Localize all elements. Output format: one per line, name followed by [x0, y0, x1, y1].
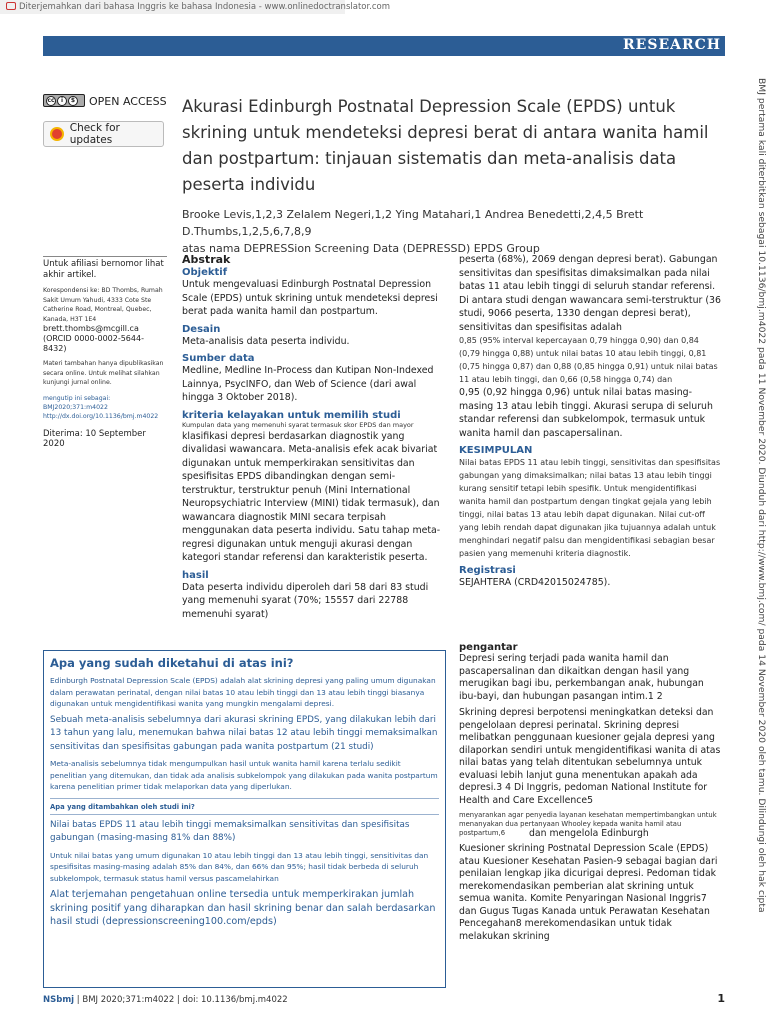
author-group: atas nama DEPRESSion Screening Data (DEPRESSD) EPDS Group: [182, 242, 540, 255]
conclusions-heading: KESIMPULAN: [459, 445, 533, 456]
orcid: (ORCID 0000-0002-5644-8432): [43, 334, 144, 353]
results-end: 0,95 (0,92 hingga 0,96) untuk nilai batas masing-masing 13 atau lebih tinggi. Akurasi serupa di seluruh standar referensi dan subkelompok, termasuk untuk wanita hamil dan pascapersalinan.: [459, 387, 713, 439]
banner-text: Diterjemahkan dari bahasa Inggris ke bahasa Indonesia - www.onlinedoctranslator.com: [19, 2, 391, 12]
by-icon: i: [57, 96, 67, 106]
introduction-heading: pengantar: [459, 642, 518, 653]
section-label: RESEARCH: [623, 37, 721, 53]
known-point-3: Meta-analisis sebelumnya tidak mengumpulkan hasil untuk wanita hamil karena terlalu sedikit penelitian yang ditemukan, dan tidak ada analisis subkelompok yang dilakukan pada wanita postpartum karena penelitian primer tidak melaporkan data yang diperlukan.: [50, 759, 438, 791]
translator-icon: [6, 2, 16, 10]
cc-icon: cc: [47, 96, 55, 104]
eligibility-heading: kriteria kelayakan untuk memilih studi: [182, 409, 401, 421]
vertical-note-text: BMJ pertama kali diterbitkan sebagai 10.1136/bmj.m4022 pada 11 November 2020. Diunduh dari http://www.bmj.com/ pada 14 November 2020 oleh tamu. Dilindungi oleh hak cipta: [756, 78, 767, 913]
intro-paragraph-2: Skrining depresi berpotensi meningkatkan deteksi dan pengelolaan depresi perinatal. Skrining depresi melibatkan penggunaan kuesioner gejala depresi yang dilaporkan sendiri untuk mengidentifikasi wanita di atas nilai batas yang telah ditentukan sebelumnya untuk evaluasi lebih lanjut guna menentukan apakah ada depresi.3 4 Di Inggris, pedoman National Institute for Health and Care Excellence5: [459, 707, 721, 806]
introduction-section: [459, 642, 721, 943]
intro-paragraph-4: Kuesioner skrining Postnatal Depression Scale (EPDS) atau Kuesioner Kesehatan Pasien-9 sebagai bagian dari penilaian lengkap jika dicurigai depresi. Pedoman tidak merekomendasikan pemberian alat skrining untuk semua wanita. Komite Penyaringan Nasional Inggris7 dan Gugus Tugas Kanada untuk Perawatan Kesehatan Pencegahan8 merekomendasikan untuk tidak melakukan skrining: [459, 843, 718, 942]
supplementary-note: Materi tambahan hanya dipublikasikan secara online. Untuk melihat silahkan kunjungi jurnal online.: [43, 360, 164, 386]
open-access-label: OPEN ACCESS: [89, 95, 167, 108]
eligibility-text: klasifikasi depresi berdasarkan diagnostik yang divalidasi wawancara. Meta-analisis efek acak bivariat digunakan untuk memperkirakan sensitivitas dan spesifisitas EPDS dibandingkan dengan semi-terstruktur, terstruktur penuh (Mini International Neuropsychiatric Interview (MINI) tidak termasuk), dan wawancara diagnostik MINI secara terpisah menggunakan data peserta individu. Satu tahap meta-regresi digunakan untuk menguji akurasi dengan kategori standar referensi dan karakteristik peserta.: [182, 430, 441, 563]
article-title: Akurasi Edinburgh Postnatal Depression Scale (EPDS) untuk skrining untuk mendeteksi depresi berat di antara wanita hamil dan postpartum: tinjauan sistematis dan meta-analisis data peserta individu: [182, 97, 709, 194]
article-info-sidebar: [43, 256, 167, 449]
vertical-copyright-note: [757, 78, 767, 938]
conclusions-text: Nilai batas EPDS 11 atau lebih tinggi, sensitivitas dan spesifisitas gabungan yang dimaksimalkan; nilai batas 13 atau lebih tinggi kurang sensitif tetapi lebih spesifik. Untuk mengidentifikasi wanita hamil dan postpartum dengan tingkat gejala yang lebih tinggi, nilai batas 13 atau lebih dapat digunakan. Nilai cut-off yang lebih rendah dapat digunakan jika tujuannya adalah untuk menghindari negatif palsu dan mengidentifikasi sebagian besar pasien yang memenuhi kriteria diagnostik.: [459, 458, 721, 558]
abstract-column-2: [459, 253, 721, 590]
check-for-updates-button[interactable]: [43, 121, 164, 147]
added-point-2: Untuk nilai batas yang umum digunakan 10 atau lebih tinggi dan 13 atau lebih tinggi, sensitivitas dan spesifisitas masing-masing adalah 85% dan 84%, dan 66% dan 95%; hasil tidak berbeda di seluruh subkelompok, termasuk status hamil versus pascamelahirkan: [50, 850, 429, 883]
results-continued: peserta (68%), 2069 dengan depresi berat). Gabungan sensitivitas dan spesifisitas dimaksimalkan pada nilai batas 11 atau lebih tinggi di seluruh standar referensi. Di antara studi dengan wawancara semi-terstruktur (36 studi, 9066 peserta, 1330 dengan depresi berat), sensitivitas dan spesifisitas adalah: [459, 254, 721, 333]
check-updates-label: Check for updates: [69, 122, 120, 146]
objective-text: Untuk mengevaluasi Edinburgh Postnatal Depression Scale (EPDS) untuk skrining untuk mendeteksi depresi berat pada wanita hamil dan postpartum.: [182, 279, 438, 317]
known-point-1: Edinburgh Postnatal Depression Scale (EPDS) adalah alat skrining depresi yang paling umum digunakan dalam perawatan perinatal, dengan nilai batas 10 atau lebih tinggi dan 13 atau lebih tinggi biasanya digunakan untuk mengidentifikasi wanita yang mungkin mengalami depresi.: [50, 676, 436, 708]
affiliation-note: Untuk afiliasi bernomor lihat akhir artikel.: [43, 256, 167, 281]
page-footer: [43, 995, 725, 1005]
added-point-3: Alat terjemahan pengetahuan online tersedia untuk memperkirakan jumlah skrining positif yang diharapkan dan hasil skrining benar dan salah berdasarkan hasil studi (depressionscreening100.com/epds): [50, 889, 436, 927]
known-point-2: Sebuah meta-analisis sebelumnya dari akurasi skrining EPDS, yang dilakukan lebih dari 13 tahun yang lalu, menemukan bahwa nilai batas 12 atau lebih tinggi memaksimalkan sensitivitas dan spesifisitas gabungan pada wanita postpartum (21 studi): [50, 714, 438, 752]
section-header-bar: [43, 36, 725, 56]
author-list: [182, 206, 722, 257]
translation-banner[interactable]: [0, 0, 391, 14]
page-number: 1: [717, 992, 725, 1005]
cite-as[interactable]: mengutip ini sebagai: BMJ2020;371:m4022 http://dx.doi.org/10.1136/bmj.m4022: [43, 394, 159, 420]
abstract-column-1: [182, 253, 444, 621]
journal-brand: NSbmj: [43, 995, 75, 1005]
design-heading: Desain: [182, 323, 221, 335]
what-is-known-box: [43, 650, 446, 988]
correspondence-email[interactable]: brett.thombs@mcgill.ca: [43, 324, 139, 333]
intro-paragraph-1: Depresi sering terjadi pada wanita hamil dan pascapersalinan dan dikaitkan dengan hasil yang merugikan bagi ibu, perkembangan anak, hubungan ibu-bayi, dan hubungan pasangan intim.1 2: [459, 653, 704, 702]
registration-text: SEJAHTERA (CRD42015024785).: [459, 577, 611, 588]
footer-citation: | BMJ 2020;371:m4022 | doi: 10.1136/bmj.m4022: [76, 995, 288, 1005]
crossmark-icon: [50, 127, 64, 141]
correspondence: Korespondensi ke: BD Thombs, Rumah Sakit Umum Yahudi, 4333 Cote Ste Catherine Road, Montreal, Quebec, Kanada, H3T 1E4: [43, 287, 163, 323]
objective-heading: Objektif: [182, 267, 228, 278]
results-heading: hasil: [182, 569, 209, 581]
abstract-heading: Abstrak: [182, 253, 231, 266]
received-date: Diterima: 10 September 2020: [43, 428, 146, 449]
data-sources-text: Medline, Medline In-Process dan Kutipan Non-Indexed Lainnya, PsycINFO, dan Web of Science (dari awal hingga 3 Oktober 2018).: [182, 365, 434, 403]
results-text: Data peserta individu diperoleh dari 58 dari 83 studi yang memenuhi syarat (70%; 15557 dari 22788 memenuhi syarat): [182, 581, 429, 620]
added-heading: Apa yang ditambahkan oleh studi ini?: [50, 802, 195, 811]
creative-commons-icon: [43, 94, 85, 107]
intro-paragraph-3-tail: dan mengelola Edinburgh: [529, 828, 649, 839]
intro-paragraph-3: menyarankan agar penyedia layanan kesehatan mempertimbangkan untuk menanyakan dua pertanyaan Whooley kepada wanita hamil atau postpartum,6: [459, 811, 717, 837]
design-text: Meta-analisis data peserta individu.: [182, 335, 350, 347]
box-title: Apa yang sudah diketahui di atas ini?: [50, 656, 294, 670]
nc-icon: $: [68, 96, 78, 106]
data-sources-heading: Sumber data: [182, 353, 255, 364]
results-estimates: 0,85 (95% interval kepercayaan 0,79 hingga 0,90) dan 0,84 (0,79 hingga 0,88) untuk nilai batas 10 atau lebih tinggi, 0,81 (0,75 hingga 0,87) dan 0,88 (0,85 hingga 0,91) untuk nilai batas 11 atau lebih tinggi, dan 0,66 (0,58 hingga 0,74) dan: [459, 336, 718, 384]
added-point-1: Nilai batas EPDS 11 atau lebih tinggi memaksimalkan sensitivitas dan spesifisitas gabungan (masing-masing 81% dan 88%): [50, 819, 410, 843]
author-names: Brooke Levis,1,2,3 Zelalem Negeri,1,2 Ying Matahari,1 Andrea Benedetti,2,4,5 Brett D.Thumbs,1,2,5,6,7,8,9: [182, 208, 644, 238]
eligibility-small-text: Kumpulan data yang memenuhi syarat termasuk skor EPDS dan mayor: [182, 420, 414, 429]
registration-heading: Registrasi: [459, 565, 516, 576]
